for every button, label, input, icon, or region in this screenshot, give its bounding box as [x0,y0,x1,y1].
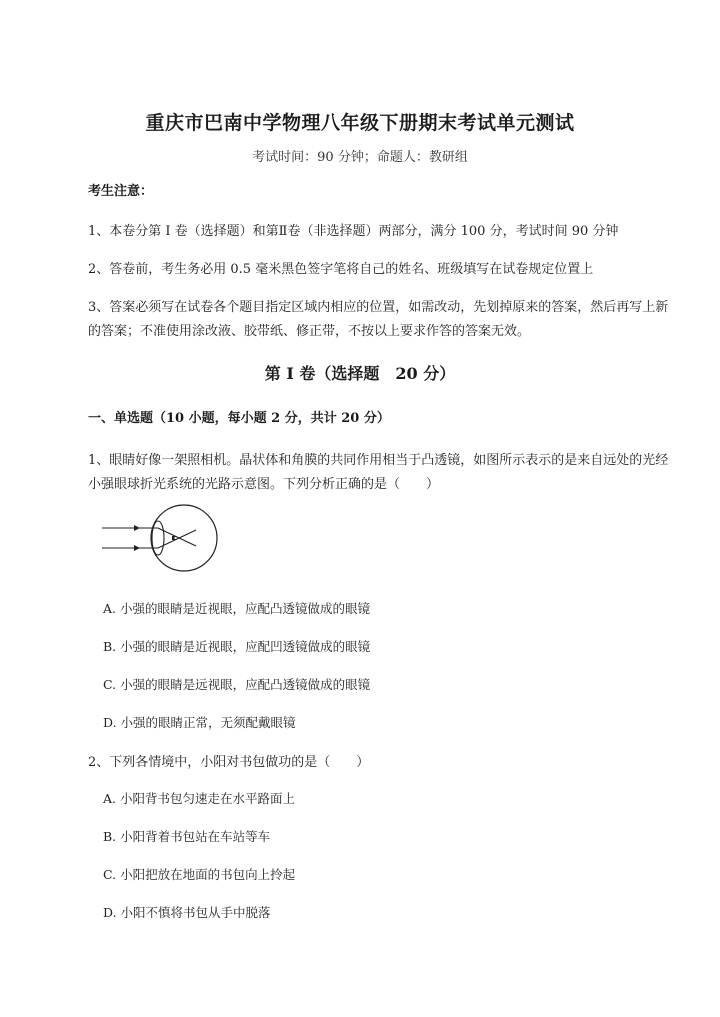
eye-ray-diagram [100,500,225,580]
page-title: 重庆市巴南中学物理八年级下册期末考试单元测试 [145,112,575,134]
question-1-stem: 1、眼睛好像一架照相机。晶状体和角膜的共同作用相当于凸透镜，如图所示表示的是来自远处的光经 [88,453,669,468]
question-2-option-c: C. 小阳把放在地面的书包向上拎起 [103,867,296,882]
notice-item-3-continued: 的答案；不准使用涂改液、胶带纸、修正带，不按以上要求作答的答案无效。 [88,324,531,339]
arrow-head-bottom [134,545,140,551]
section-title: 第 I 卷（选择题 20 分） [264,364,456,383]
exam-info: 考试时间：90 分钟；命题人：教研组 [252,150,468,165]
question-1-option-c: C. 小强的眼睛是远视眼，应配凸透镜做成的眼镜 [103,677,371,692]
question-2-stem: 2、下列各情境中，小阳对书包做功的是（ ） [88,755,370,770]
notice-heading: 考生注意： [88,184,154,199]
notice-item-1: 1、本卷分第 I 卷（选择题）和第Ⅱ卷（非选择题）两部分，满分 100 分，考试时间 90 分钟 [88,224,619,239]
crystalline-lens [152,521,164,555]
arrow-head-top [134,525,140,531]
part-heading: 一、单选题（10 小题，每小题 2 分，共计 20 分） [88,411,390,426]
question-2-option-b: B. 小阳背着书包站在车站等车 [103,829,271,844]
question-1-option-a: A. 小强的眼睛是近视眼，应配凸透镜做成的眼镜 [103,601,370,616]
notice-item-3: 3、答案必须写在试卷各个题目指定区域内相应的位置，如需改动，先划掉原来的答案，然后再写上新 [88,300,669,315]
question-2-option-d: D. 小阳不慎将书包从手中脱落 [103,905,271,920]
question-1-stem-continued: 小强眼球折光系统的光路示意图。下列分析正确的是（ ） [88,477,440,492]
question-2-option-a: A. 小阳背书包匀速走在水平路面上 [103,791,295,806]
eyeball-outline [151,505,217,571]
question-1-option-b: B. 小强的眼睛是近视眼，应配凹透镜做成的眼镜 [103,639,371,654]
question-1-option-d: D. 小强的眼睛正常，无须配戴眼镜 [103,715,296,730]
notice-item-2: 2、答卷前，考生务必用 0.5 毫米黑色签字笔将自己的姓名、班级填写在试卷规定位置上 [88,262,594,277]
